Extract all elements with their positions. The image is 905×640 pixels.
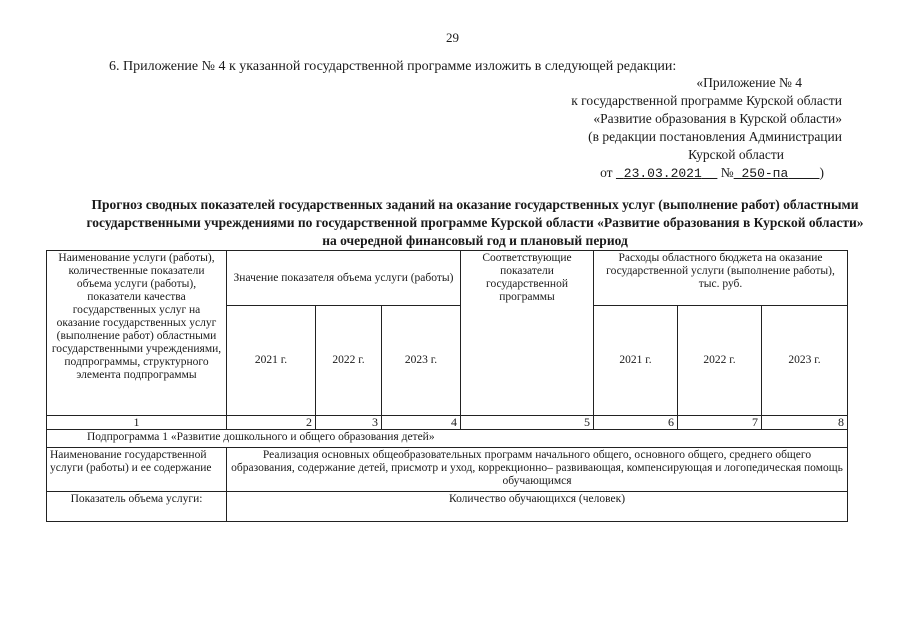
col-number-3: 3 (316, 416, 382, 430)
col-number-7: 7 (678, 416, 762, 430)
year-2022-volume: 2022 г. (316, 306, 382, 416)
decree-number: 250-па (741, 166, 789, 181)
date-prefix: от (600, 165, 613, 180)
appendix-line-1: «Приложение № 4 (696, 75, 802, 90)
year-2023-volume: 2023 г. (382, 306, 461, 416)
year-2022-budget: 2022 г. (678, 306, 762, 416)
volume-indicator-label: Показатель объема услуги: (47, 492, 227, 522)
number-prefix: № (720, 165, 734, 180)
year-2021-budget: 2021 г. (594, 306, 678, 416)
subprogram-row: Подпрограмма 1 «Развитие дошкольного и общего образования детей» (47, 430, 848, 448)
col-number-5: 5 (461, 416, 594, 430)
col-number-4: 4 (382, 416, 461, 430)
decree-date: 23.03.2021 (623, 166, 702, 181)
year-2023-budget: 2023 г. (762, 306, 848, 416)
program-indicators-header: Соответствующие показатели государственной программы (461, 251, 594, 416)
forecast-table (46, 250, 848, 522)
year-2021-volume: 2021 г. (227, 306, 316, 416)
volume-indicator-value: Количество обучающихся (человек) (227, 492, 848, 522)
col-number-6: 6 (594, 416, 678, 430)
volume-group-header: Значение показателя объема услуги (работы) (227, 251, 461, 306)
appendix-date-line: от 23.03.2021 № 250-па ) (600, 165, 824, 181)
amendment-intro: 6. Приложение № 4 к указанной государственной программе изложить в следующей редакции: (109, 59, 677, 74)
appendix-line-5: Курской области (688, 147, 784, 162)
col-number-8: 8 (762, 416, 848, 430)
col1-header: Наименование услуги (работы), количественные показатели объема услуги (работы), показатели качества государственных услуг на оказание государственных услуг (выполнение работ) областными государственными учреждениями, подпрограммы, структурного элемента подпрограммы (47, 251, 227, 416)
appendix-line-2: к государственной программе Курской области (571, 93, 842, 108)
document-title: Прогноз сводных показателей государственных заданий на оказание государственных услуг (выполнение работ) областными государственными учреждениями по государственной программе Курской области «Развитие образования в Курской области» на очередной финансовый год и плановый период (86, 197, 864, 248)
service-name-value: Реализация основных общеобразовательных программ начального общего, основного общего, среднего общего образования, содержание детей, присмотр и уход, коррекционно– развивающая, компенсирующая и логопедическая помощь обучающимся (227, 448, 848, 492)
service-name-label: Наименование государственной услуги (работы) и ее содержание (47, 448, 227, 492)
col-number-1: 1 (47, 416, 227, 430)
appendix-header (571, 74, 842, 183)
appendix-line-3: «Развитие образования в Курской области» (593, 111, 842, 126)
page-number: 29 (446, 30, 459, 45)
budget-group-header: Расходы областного бюджета на оказание государственной услуги (выполнение работы), тыс. руб. (594, 251, 848, 306)
col-number-2: 2 (227, 416, 316, 430)
appendix-line-4: (в редакции постановления Администрации (588, 129, 842, 144)
